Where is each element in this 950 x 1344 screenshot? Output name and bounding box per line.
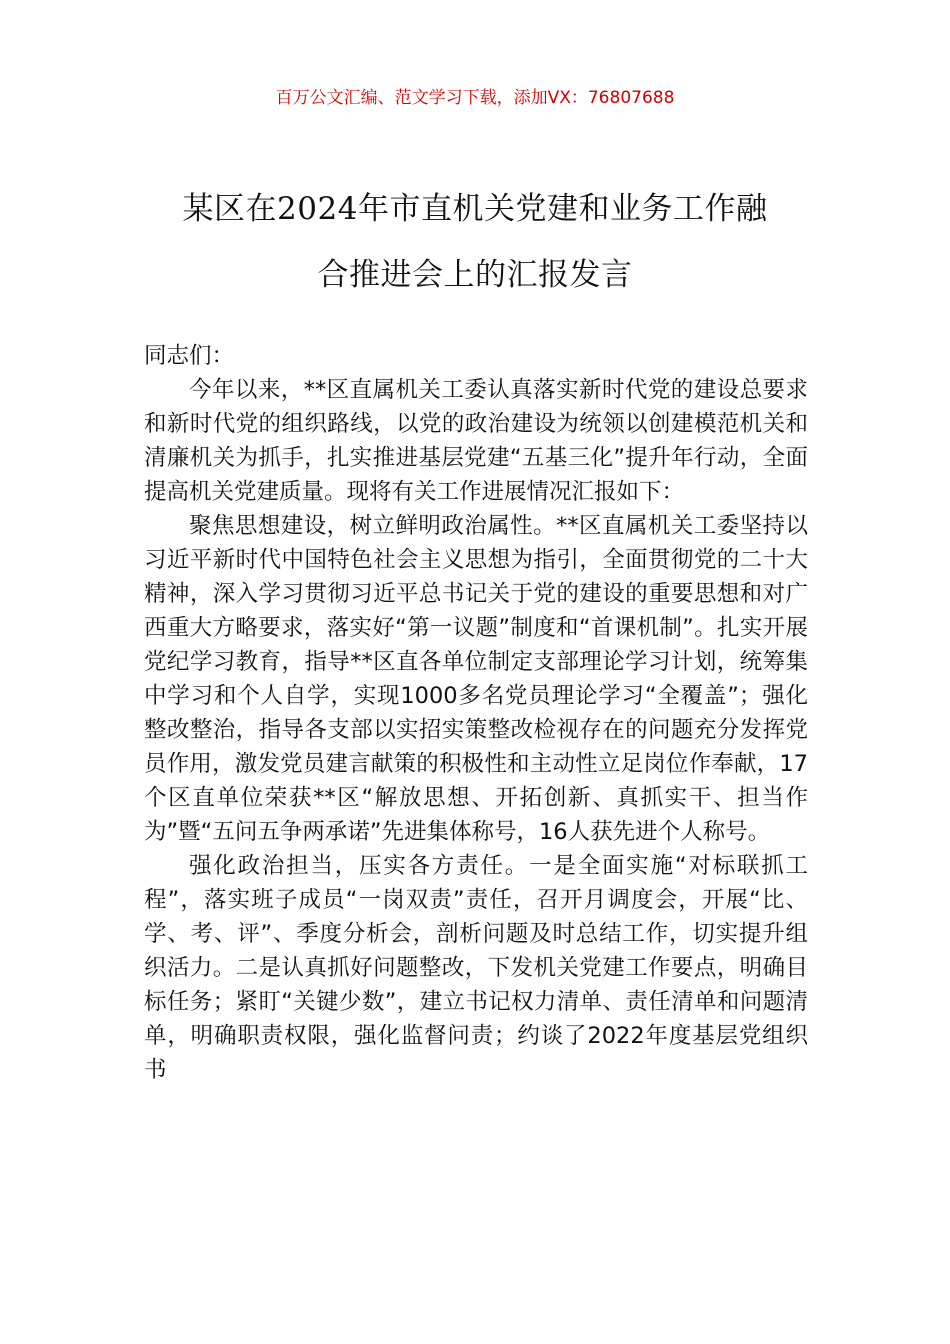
title-line-2: 合推进会上的汇报发言 bbox=[317, 257, 633, 293]
paragraph-3: 强化政治担当，压实各方责任。一是全面实施“对标联抓工程”，落实班子成员“一岗双责”责任，召开月调度会，开展“比、学、考、评”、季度分析会，剖析问题及时总结工作，切实提升组织活力。二是认真抓好问题整改，下发机关党建工作要点，明确目标任务；紧盯“关键少数”，建立书记权力清单、责任清单和问题清单，明确职责权限，强化监督问责；约谈了2022年度基层党组织书 bbox=[144, 853, 808, 1083]
header-note: 百万公文汇编、范文学习下载，添加VX：76807688 bbox=[275, 88, 675, 108]
document-body bbox=[144, 339, 808, 1087]
paragraph-2: 聚焦思想建设，树立鲜明政治属性。**区直属机关工委坚持以习近平新时代中国特色社会主义思想为指引，全面贯彻党的二十大精神，深入学习贯彻习近平总书记关于党的建设的重要思想和对广西重大方略要求，落实好“第一议题”制度和“首课机制”。扎实开展党纪学习教育，指导**区直各单位制定支部理论学习计划，统筹集中学习和个人自学，实现1000多名党员理论学习“全覆盖”；强化整改整治，指导各支部以实招实策整改检视存在的问题充分发挥党员作用，激发党员建言献策的积极性和主动性立足岗位作奉献，17个区直单位荣获**区“解放思想、开拓创新、真抓实干、担当作为”暨“五问五争两承诺”先进集体称号，16人获先进个人称号。 bbox=[144, 513, 808, 845]
title-line-1: 某区在2024年市直机关党建和业务工作融 bbox=[182, 191, 768, 227]
paragraph-1: 今年以来，**区直属机关工委认真落实新时代党的建设总要求和新时代党的组织路线，以党的政治建设为统领以创建模范机关和清廉机关为抓手，扎实推进基层党建“五基三化”提升年行动，全面提高机关党建质量。现将有关工作进展情况汇报如下： bbox=[144, 377, 808, 505]
document-title bbox=[120, 176, 830, 308]
salutation: 同志们： bbox=[144, 343, 235, 369]
